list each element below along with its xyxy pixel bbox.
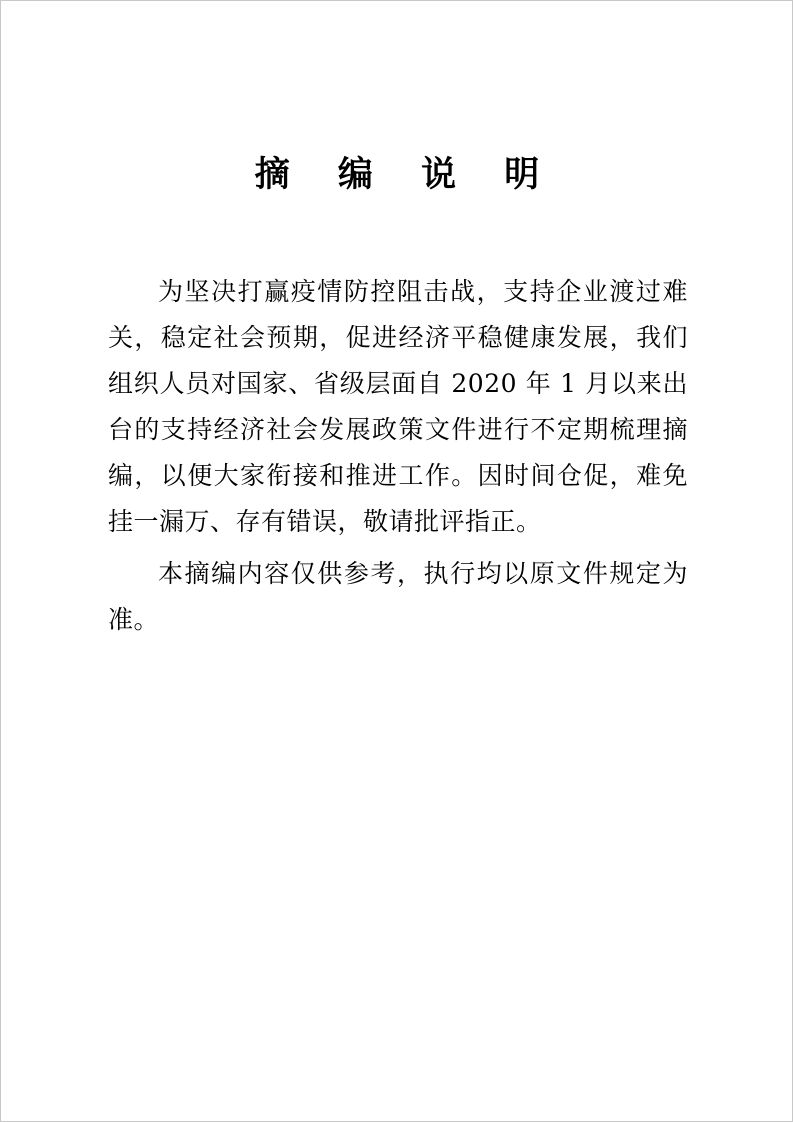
page-title: 摘 编 说 明 <box>254 154 558 195</box>
paragraph: 本摘编内容仅供参考，执行均以原文件规定为准。 <box>108 559 688 634</box>
document-content <box>108 150 688 643</box>
paragraph: 为坚决打赢疫情防控阻击战，支持企业渡过难关，稳定社会预期，促进经济平稳健康发展，我们组织人员对国家、省级层面自 2020 年 1 月以来出台的支持经济社会发展政策文件进行不定期梳理摘编，以便大家衔接和推进工作。因时间仓促，难免挂一漏万、存有错误，敬请批评指正。 <box>108 277 688 536</box>
document-body <box>108 269 688 643</box>
